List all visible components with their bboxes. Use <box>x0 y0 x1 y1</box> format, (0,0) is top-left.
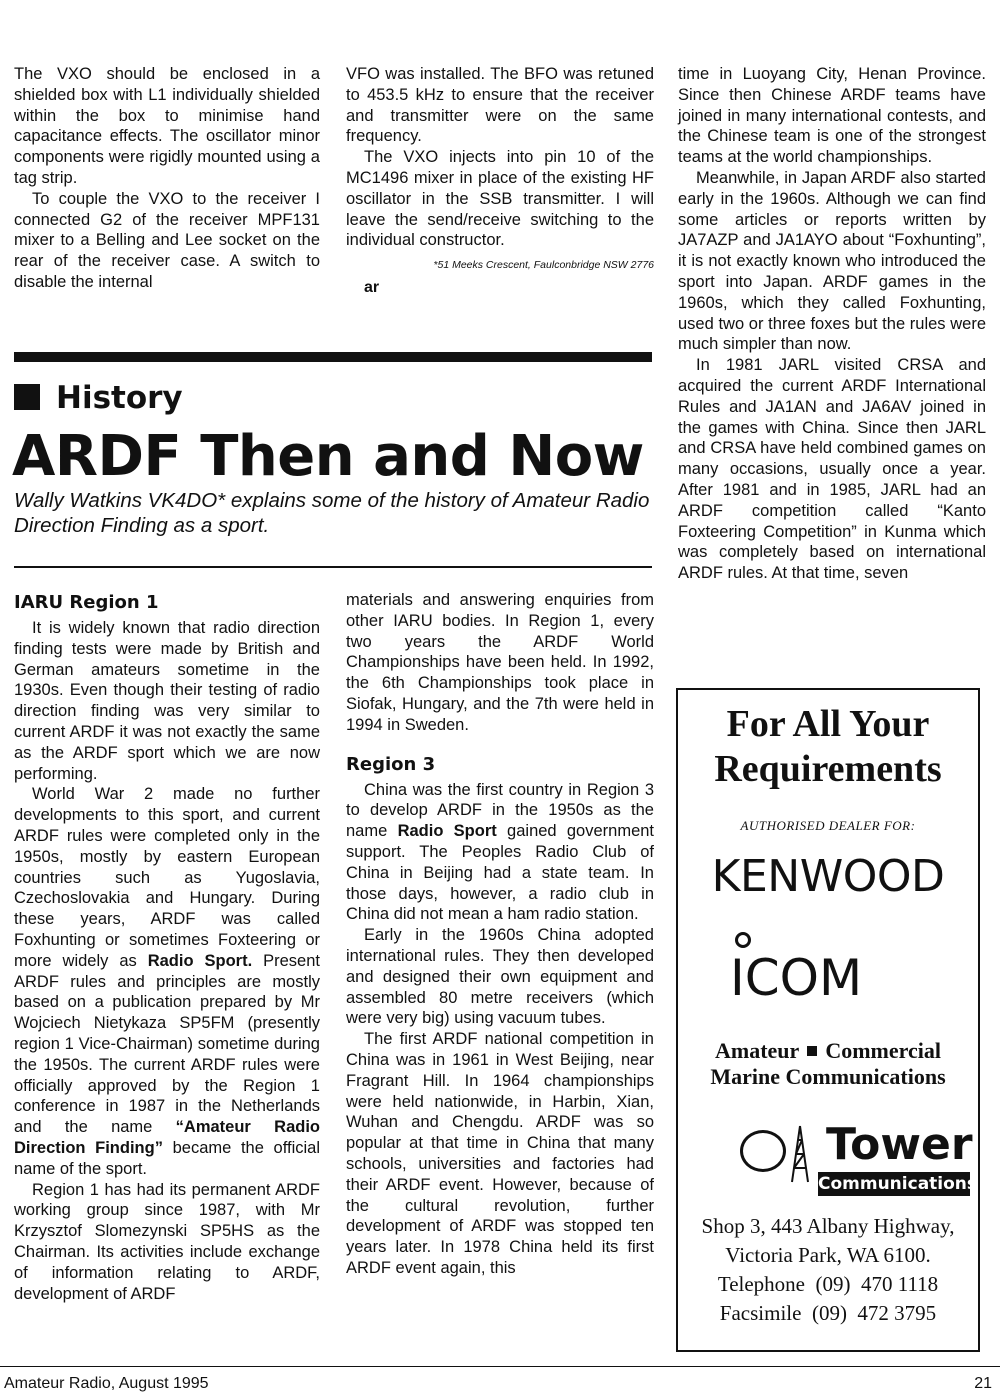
bold-term: Radio Sport. <box>147 951 253 970</box>
article-column-2 <box>346 590 654 1279</box>
page-number: 21 <box>974 1375 992 1392</box>
top-column-2 <box>346 64 654 299</box>
ad-services <box>678 1038 978 1090</box>
ad-title-line: Requirements <box>714 748 942 790</box>
top-column-1 <box>14 64 320 293</box>
tower-logo <box>736 1119 978 1206</box>
ad-phone: Telephone (09) 470 1118 <box>717 1272 939 1296</box>
section-square-icon <box>14 384 40 410</box>
paragraph: In 1981 JARL visited CRSA and acquired the current ARDF International Rules and JA1AN and JA6AV joined in the games with China. Since then JARL and CRSA have held combined games on many occasions, usually once a year. After 1981 and in 1985, JARL had an ARDF competition called “Kanto Foxteering Competition” in Kunma which was completely based on international ARDF rules. At that time, seven <box>678 356 986 583</box>
paragraph-text: became the official name of the sport. <box>14 1138 320 1178</box>
paragraph: The VXO should be enclosed in a shielded box with L1 individually shielded within the box to minimise hand capacitance effects. The oscillator minor components were rigidly mounted using a tag strip. <box>14 65 320 187</box>
paragraph-text: gained government support. The Peoples Radio Club of China in Beijing had a state team. In those days, however, a radio club in China did not mean a ham radio station. <box>346 822 655 924</box>
publication-info: Amateur Radio, August 1995 <box>4 1375 209 1392</box>
paragraph: Early in the 1960s China adopted international rules. They then developed and designed their own equipment and assembled 80 metre receivers (which were very big) using vacuum tubes. <box>346 926 654 1028</box>
company-subtitle: Communications <box>818 1174 978 1194</box>
ad-dealer-label: AUTHORISED DEALER FOR: <box>740 818 916 833</box>
article-headline: ARDF Then and Now <box>12 424 644 489</box>
service-amateur: Amateur <box>715 1038 800 1063</box>
article-column-1 <box>14 586 320 1304</box>
ad-services-line <box>678 1038 978 1064</box>
paragraph: VFO was installed. The BFO was retuned to 453.5 kHz to ensure that the receiver and transmitter were on the same frequency. <box>346 65 654 146</box>
paragraph: Meanwhile, in Japan ARDF also started early in the 1960s. Although we can find some articles or reports written by JA7AZP and JA1AYO about “Foxhunting”, it is not exactly known who introduced the sport into Japan. ARDF games in the 1960s, which they called Foxhunting, used two or three foxes but the rules were much simpler than now. <box>678 168 986 354</box>
article-standfirst: Wally Watkins VK4DO* explains some of the history of Amateur Radio Direction Finding as a sport. <box>14 489 650 537</box>
end-mark: ar <box>364 278 380 296</box>
subheading: Region 3 <box>346 753 436 775</box>
satellite-dish-icon <box>740 1130 786 1172</box>
paragraph: It is widely known that radio direction finding tests were made by British and German amateurs sometime in the 1930s. Even though their testing of radio direction finding was very similar to current ARDF it was not exactly the same as the ARDF sport which we are now performing. <box>14 619 320 783</box>
service-commercial: Commercial <box>825 1038 941 1063</box>
article-column-3 <box>678 64 986 584</box>
section-label <box>14 380 183 416</box>
paragraph: Region 1 has had its permanent ARDF working group since 1987, with Mr Krzysztof Slomezynski SP5HS as the Chairman. Its activities include exchange of information relating to ARDF, development of ARDF <box>14 1180 320 1303</box>
paragraph: The VXO injects into pin 10 of the MC1496 mixer in place of the existing HF oscillator in the SSB transmitter. I will leave the send/receive switching to the individual constructor. <box>346 148 654 250</box>
ad-address-line: Shop 3, 443 Albany Highway, <box>701 1214 955 1238</box>
divider-rule <box>14 566 652 568</box>
paragraph: materials and answering enquiries from other IARU bodies. In Region 1, every two years the ARDF World Championships have been held. In 1992, the 6th Championships took place in Siofak, Hungary, and the 7th were held in 1994 in Sweden. <box>346 591 654 734</box>
ad-address-line: Victoria Park, WA 6100. <box>725 1243 931 1267</box>
author-address: *51 Meeks Crescent, Faulconbridge NSW 2776 <box>433 259 654 272</box>
paragraph: To couple the VXO to the receiver I connected G2 of the receiver MPF131 mixer to a Belling and Lee socket on the rear of the receiver case. A switch to disable the internal <box>14 189 320 291</box>
bold-term: “Amateur Radio Direction Finding” <box>14 1118 320 1157</box>
bold-term: Radio Sport <box>397 822 497 841</box>
kenwood-logo: KENWOOD <box>711 851 945 902</box>
section-title: History <box>56 380 183 416</box>
paragraph <box>14 784 320 1179</box>
paragraph-text: China was the first country in Region 3 to develop ARDF in the 1950s as the name <box>346 780 654 841</box>
subheading: IARU Region 1 <box>14 592 159 613</box>
icom-logo: ICOM <box>730 949 863 1007</box>
service-marine: Marine Communications <box>710 1064 946 1089</box>
section-rule <box>14 352 652 362</box>
footer-rule <box>0 1366 1000 1367</box>
advertisement <box>676 688 980 1352</box>
bullet-icon <box>807 1046 817 1056</box>
ad-title <box>678 702 978 792</box>
paragraph-text: World War 2 made no further developments to this sport, and current ARDF rules were completed only in the 1950s, mostly by eastern European countries such as Yugoslavia, Czechoslovakia and Hungary. During these years, ARDF was called Foxhunting or sometimes Foxteering or more widely as <box>14 785 320 970</box>
company-name: Tower <box>826 1119 973 1170</box>
ad-title-line: For All Your <box>726 703 930 745</box>
paragraph <box>346 780 654 926</box>
ad-fax: Facsimile (09) 472 3795 <box>719 1301 937 1325</box>
paragraph: The first ARDF national competition in China was in 1961 in West Beijing, near Fragrant Hill. In 1964 championships were held nationwide, in Harbin, Xian, Wuhan and Chengdu. ARDF was so popular at that time in China that many schools, universities and factories had their ARDF event. However, because of the cultural revolution, further development of ARDF was stopped ten years later. In 1978 China held its first ARDF event again, this <box>346 1030 654 1277</box>
paragraph: time in Luoyang City, Henan Province. Since then Chinese ARDF teams have joined in many international contests, and the Chinese team is one of the strongest teams at the world championships. <box>678 65 986 167</box>
antenna-mast-icon <box>788 1124 812 1184</box>
ad-contact <box>678 1212 978 1328</box>
icom-logo-dot-icon <box>735 932 751 948</box>
paragraph-text: Present ARDF rules and principles are mostly based on a publication prepared by Mr Wojciech Nietykaza SP5FM (presently region 1 Vice-Chairman) sometime during the 1950s. The current ARDF rules were officially approved by the Region 1 conference in 1987 in the Netherlands and the name <box>14 951 320 1137</box>
